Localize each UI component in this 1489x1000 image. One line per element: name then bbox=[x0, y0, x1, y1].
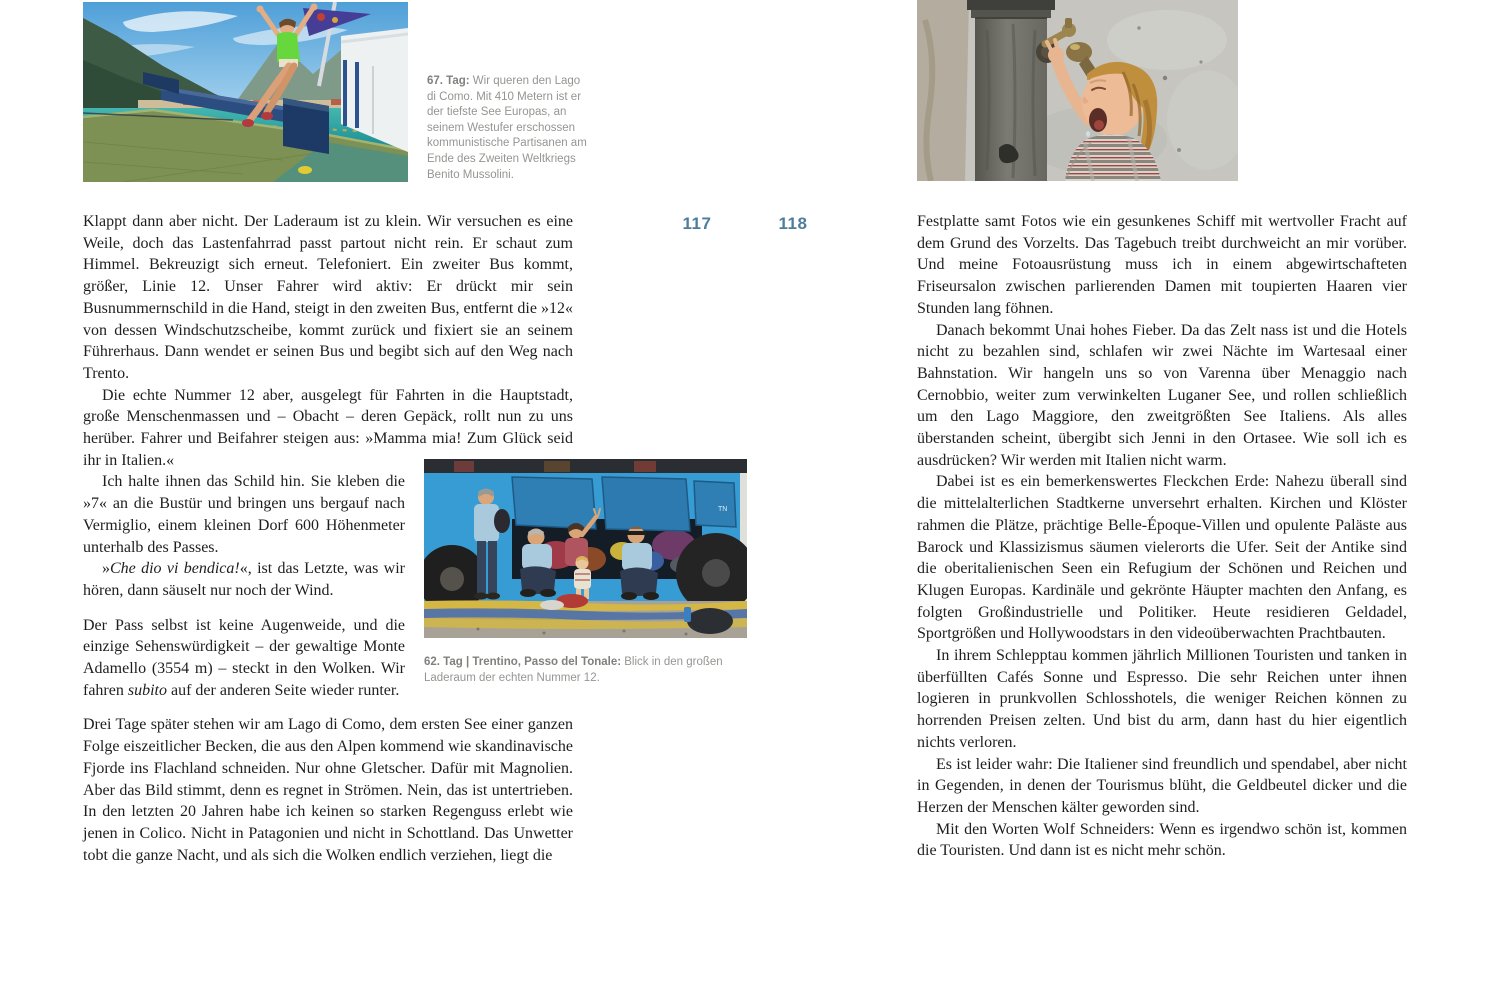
right-page-body-text bbox=[917, 211, 1407, 862]
paragraph bbox=[83, 211, 573, 385]
text: Danach bekommt Unai hohes Fieber. Da das Zelt nass ist und die Hotels nicht zu bezahlen sind, schlafen wir zwei Nächte im Wartesaal einer Bahnstation. Wir hangeln uns so von Varenna über Menaggio nach Cernobbio, weiter zum verwinkelten Luganer See, und rollen schließlich um den Lago Maggiore, den zweitgrößten See Italiens. Als alles überstanden scheint, übergibt sich Jenni in den Ortasee. Wie soll ich es ausdrücken? Wir werden mit Italien nicht warm. bbox=[917, 321, 1407, 469]
ferry-photo-image bbox=[83, 2, 408, 182]
text: Der Pass selbst ist keine Augenweide, und die einzige Sehenswürdigkeit – der gewaltige Monte Adamello (3554 m) – steckt in den Wolken. Wir fahren bbox=[83, 616, 405, 699]
text: Es ist leider wahr: Die Italiener sind freundlich und spendabel, aber nicht in Gegenden, in denen der Tourismus blüht, die Geldbeutel dicker und die Herzen der Menschen kälter geworden sind. bbox=[917, 755, 1407, 816]
italic-text: Che dio vi bendica! bbox=[110, 560, 240, 578]
paragraph bbox=[83, 471, 405, 558]
paragraph bbox=[83, 615, 405, 702]
bus-caption-text: Blick in den großen Laderaum der echten Nummer 12. bbox=[424, 656, 723, 684]
page-number-left: 117 bbox=[682, 214, 712, 233]
ferry-caption-text: Wir queren den Lago di Como. Mit 410 Metern ist er der tiefste See Europas, an seinem Westufer erschossen kommunistische Partisanen am Ende des Zweiten Weltkriegs Benito Mussolini. bbox=[427, 75, 587, 181]
paragraph bbox=[83, 558, 405, 601]
paragraph bbox=[917, 211, 1407, 320]
text: » bbox=[102, 560, 110, 578]
text: Ich halte ihnen das Schild hin. Sie kleben die »7« an die Bustür und bringen uns bergauf nach Vermiglio, einem kleinen Dorf 600 Höhenmeter unterhalb des Passes. bbox=[83, 473, 405, 556]
paragraph bbox=[917, 754, 1407, 819]
paragraph bbox=[917, 320, 1407, 472]
page-left bbox=[83, 0, 747, 1000]
page-number-right: 118 bbox=[778, 214, 808, 233]
text: Die echte Nummer 12 aber, ausgelegt für Fahrten in die Hauptstadt, große Menschenmassen und – Obacht – deren Gepäck, rollt nun zu uns herüber. Fahrer und Beifahrer steigen aus: »Mamma mia! Zum Glück seid ihr in Italien.« bbox=[83, 386, 573, 469]
text: Drei Tage später stehen wir am Lago di Como, dem ersten See einer ganzen Folge eiszeitlicher Becken, die aus den Alpen kommend wie skandinavische Fjorde ins Flachland schneiden. Nur ohne Gletscher. Dafür mit Magnolien. Aber das Bild stimmt, denn es regnet in Strömen. Nein, das ist untertrieben. In den letzten 20 Jahren habe ich keinen so starken Regenguss erlebt wie jenen in Colico. Nicht in Patagonien und nicht in Schottland. Das Unwetter tobt die ganze Nacht, und als sich die Wolken endlich verziehen, liegt die bbox=[83, 716, 573, 864]
paragraph bbox=[917, 819, 1407, 862]
text: Dabei ist es ein bemerkenswertes Fleckchen Erde: Nahezu überall sind die mittelalterlichen Stadtkerne unversehrt erhalten. Kirchen und Klöster rahmen die Plätze, prächtige Belle-Époque-Villen und opulente Paläste aus Barock und Klassizismus säumen vielerorts die Ufer. Seit der Antike sind die oberitalienischen Seen ein Refugium der Schönen und Reichen und Klugen Europas. Kardinäle und gekrönte Häupter machten den Anfang, es folgten Großindustrielle und Politiker. Heute residieren Geldadel, Sportgrößen und Hollywoodstars in den videoüberwachten Prachtbauten. bbox=[917, 473, 1407, 643]
text: Festplatte samt Fotos wie ein gesunkenes Schiff mit wertvoller Fracht auf dem Grund des Vorzelts. Das Tagebuch treibt durchweicht an mir vorüber. Und meine Fotoausrüstung muss ich in einem abgewirtschafteten Friseursalon zwischen parlierenden Damen mit toupierten Haaren vier Stunden lang föhnen. bbox=[917, 213, 1407, 317]
fountain-photo-image bbox=[917, 0, 1238, 181]
fountain-photo bbox=[917, 0, 1238, 181]
text: auf der anderen Seite wieder runter. bbox=[166, 681, 400, 699]
text: Mit den Worten Wolf Schneiders: Wenn es irgendwo schön ist, kommen die Touristen. Und dann ist es nicht mehr schön. bbox=[917, 820, 1407, 860]
page-right bbox=[917, 0, 1407, 1000]
bus-photo-image bbox=[424, 459, 747, 638]
ferry-photo-caption bbox=[427, 74, 591, 183]
paragraph bbox=[917, 471, 1407, 645]
text: Klappt dann aber nicht. Der Laderaum ist zu klein. Wir versuchen es eine Weile, doch das Lastenfahrrad passt partout nicht rein. Er schaut zum Himmel. Bekreuzigt sich erneut. Telefoniert. Ein zweiter Bus kommt, größer, Linie 12. Unser Fahrer wird aktiv: Er drückt mir sein Busnummernschild in die Hand, steigt in den zweiten Bus, entfernt die »12« von dessen Windschutzscheibe, kommt zurück und fixiert sie an seinem Führerhaus. Dann wendet er seinen Bus und begibt sich auf den Weg nach Trento. bbox=[83, 213, 573, 382]
ferry-photo bbox=[83, 2, 408, 182]
bus-photo-figure bbox=[424, 459, 747, 686]
paragraph bbox=[917, 645, 1407, 754]
bus-caption-day-label: 62. Tag | Trentino, Passo del Tonale: bbox=[424, 656, 622, 668]
paragraph bbox=[83, 714, 573, 866]
svg-text:TN: TN bbox=[718, 506, 728, 513]
italic-text: subito bbox=[127, 681, 167, 699]
text: In ihrem Schlepptau kommen jährlich Millionen Touristen und tanken in überfüllten Cafés Sonne und Espresso. Die sehr Reichen unter ihnen logieren in prunkvollen Schlosshotels, die weniger Reichen können zu horrenden Preisen zelten. Und bist du arm, dann hast du hier eigentlich nichts verloren. bbox=[917, 647, 1407, 751]
ferry-caption-day-label: 67. Tag: bbox=[427, 75, 470, 87]
text: «, ist das Letzte, was wir hören, dann säuselt nur noch der Wind. bbox=[83, 560, 405, 599]
bus-photo-caption bbox=[424, 655, 724, 686]
